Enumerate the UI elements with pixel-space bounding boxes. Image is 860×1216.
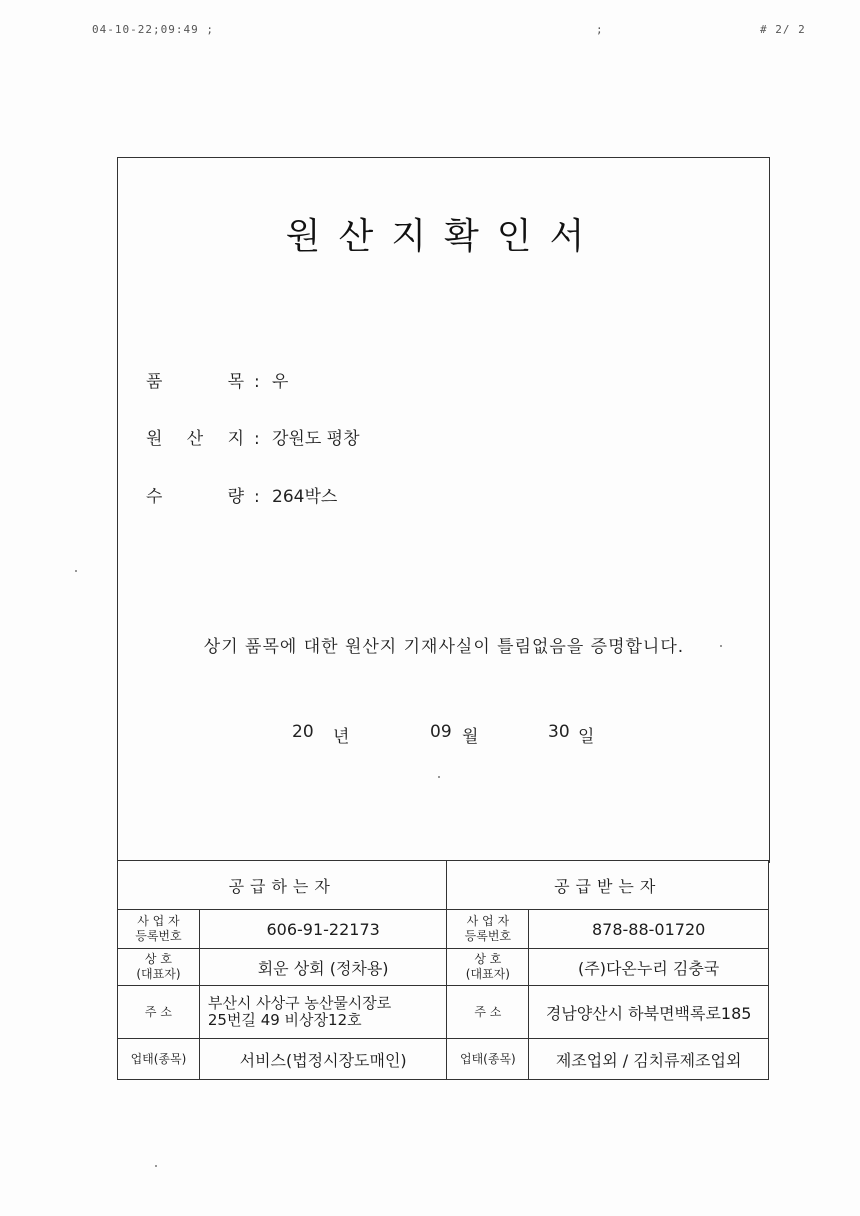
supplier-reg-number: 606-91-22173: [199, 910, 447, 949]
parties-table: [117, 860, 769, 1080]
supplier-business-label: 업태(종목): [118, 1039, 200, 1080]
field-quantity: [146, 482, 337, 507]
date-year: 20: [292, 722, 314, 742]
fax-header: [0, 20, 860, 40]
date-month-label: 월: [462, 727, 479, 747]
fax-page-number: # 2/ 2: [760, 23, 806, 36]
scan-speck: [155, 1165, 157, 1167]
supplier-address: 부산시 사상구 농산물시장로 25번길 49 비상장12호: [199, 986, 447, 1039]
receiver-reg-label: 사 업 자 등록번호: [447, 910, 529, 949]
field-item-value: 우: [272, 372, 289, 392]
receiver-header: 공급받는자: [447, 861, 769, 910]
field-origin-label: 원 산 지: [146, 429, 244, 449]
supplier-header: 공급하는자: [118, 861, 447, 910]
supplier-company-name: 회운 상회 (정차용): [199, 949, 447, 986]
scan-speck: [75, 570, 77, 572]
field-origin-value: 강원도 평창: [272, 429, 360, 449]
document-title: 원산지확인서: [285, 216, 603, 257]
field-item-colon: :: [254, 372, 260, 392]
fax-timestamp: 04-10-22;09:49 ;: [92, 23, 214, 36]
supplier-business-type: 서비스(법정시장도매인): [199, 1039, 447, 1080]
receiver-address-label: 주 소: [447, 986, 529, 1039]
receiver-business-type: 제조업외 / 김치류제조업외: [529, 1039, 769, 1080]
scan-speck: [438, 776, 440, 778]
receiver-reg-number: 878-88-01720: [529, 910, 769, 949]
document-frame: [117, 157, 770, 863]
field-item-label: 품 목: [146, 372, 244, 392]
field-quantity-label: 수 량: [146, 487, 244, 507]
supplier-name-label: 상 호 (대표자): [118, 949, 200, 986]
field-origin-colon: :: [254, 429, 260, 449]
scan-speck: [720, 645, 722, 647]
receiver-name-label: 상 호 (대표자): [447, 949, 529, 986]
supplier-address-label: 주 소: [118, 986, 200, 1039]
field-quantity-colon: :: [254, 487, 260, 507]
field-item: [146, 367, 288, 392]
receiver-business-label: 업태(종목): [447, 1039, 529, 1080]
certification-statement: 상기 품목에 대한 원산지 기재사실이 틀림없음을 증명합니다.: [203, 637, 685, 657]
supplier-reg-label: 사 업 자 등록번호: [118, 910, 200, 949]
date-day: 30: [548, 722, 570, 742]
receiver-company-name: (주)다온누리 김충국: [529, 949, 769, 986]
field-quantity-value: 264박스: [272, 487, 338, 507]
date-month: 09: [430, 722, 452, 742]
fax-separator: ;: [596, 23, 604, 36]
receiver-address: 경남양산시 하북면백록로185: [529, 986, 769, 1039]
date-year-label: 년: [333, 727, 350, 747]
date-day-label: 일: [578, 727, 595, 747]
field-origin: [146, 424, 360, 449]
